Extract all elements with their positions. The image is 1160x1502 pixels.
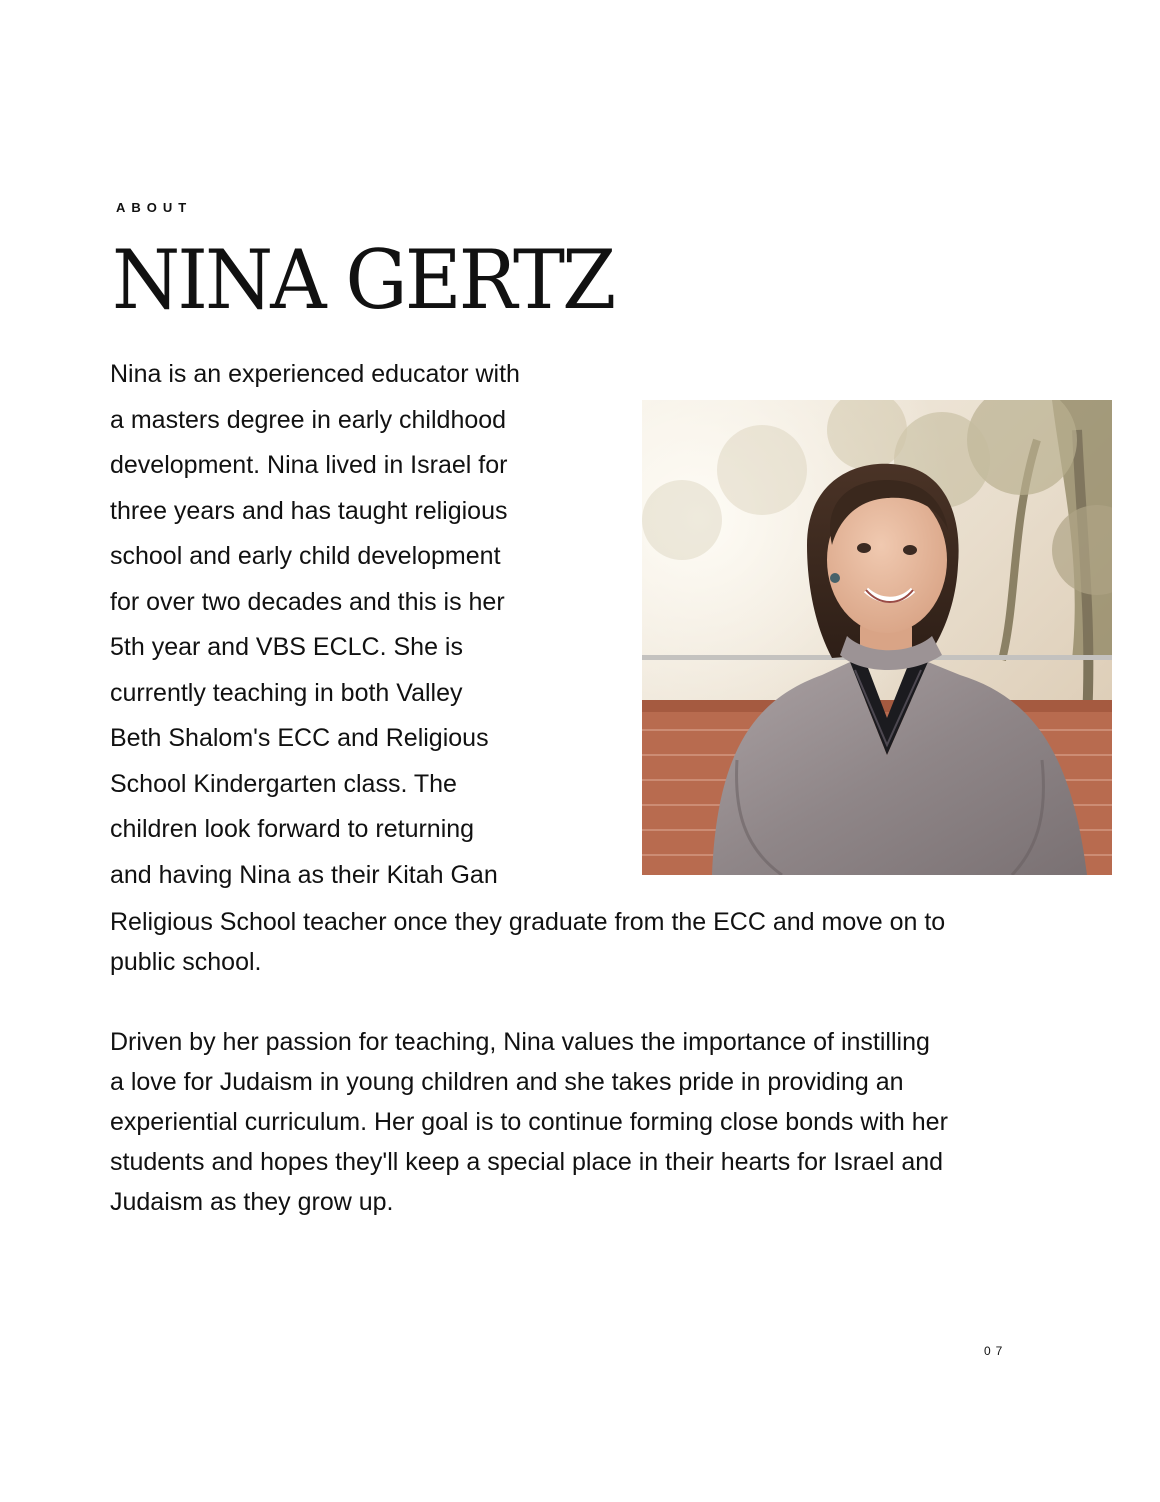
intro-line: Beth Shalom's ECC and Religious [110,724,489,752]
portrait-photo [642,400,1112,875]
page-number: 07 [984,1344,1008,1358]
closing-line: Judaism as they grow up. [110,1188,394,1216]
continuation-line: public school. [110,948,262,976]
closing-line: a love for Judaism in young children and she takes pride in providing an [110,1068,904,1096]
closing-line: students and hopes they'll keep a special place in their hearts for Israel and [110,1148,944,1176]
page-title: NINA GERTZ [112,233,614,328]
intro-line: school and early child development [110,542,501,570]
intro-line: a masters degree in early childhood [110,405,507,434]
intro-line: three years and has taught religious [110,496,508,525]
intro-line: Nina is an experienced educator with [110,360,520,388]
closing-paragraph [110,1022,1110,1222]
continuation-line: Religious School teacher once they graduate from the ECC and move on to [110,908,946,936]
intro-paragraph [110,352,602,898]
section-label: ABOUT [116,200,193,215]
intro-line: 5th year and VBS ECLC. She is [110,633,463,661]
closing-line: Driven by her passion for teaching, Nina values the importance of instilling [110,1028,930,1056]
intro-line: currently teaching in both Valley [110,678,463,707]
intro-line: development. Nina lived in Israel for [110,451,508,479]
intro-line: for over two decades and this is her [110,587,505,616]
intro-line: School Kindergarten class. The [110,769,457,798]
continuation-paragraph [110,902,1110,982]
intro-line: and having Nina as their Kitah Gan [110,860,498,889]
closing-line: experiential curriculum. Her goal is to continue forming close bonds with her [110,1108,948,1136]
intro-line: children look forward to returning [110,815,475,843]
